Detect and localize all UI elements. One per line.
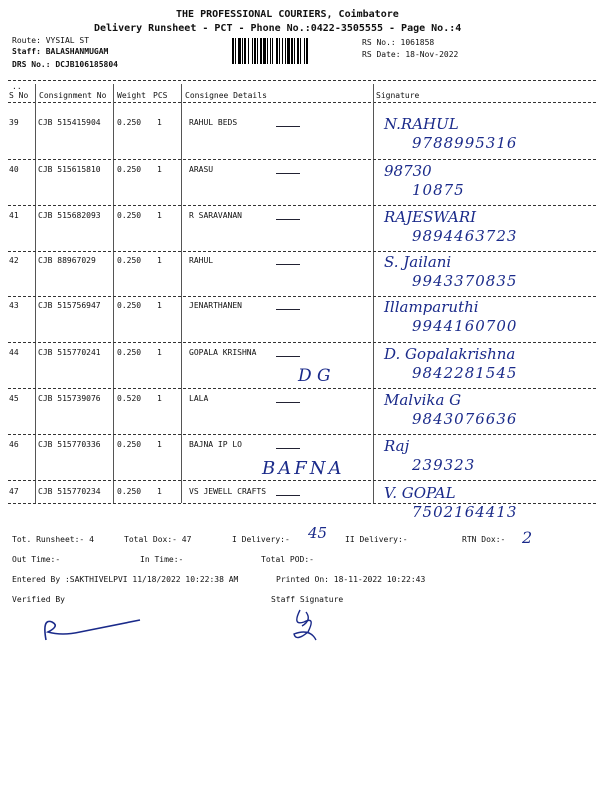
delivery-tick-mark [276,402,300,403]
delivery-tick-mark [276,495,300,496]
row-consignment-no: CJB 88967029 [38,256,96,265]
delivery-tick-mark [276,448,300,449]
runsheet-subtitle: Delivery Runsheet - PCT - Phone No.:0422-3505555 - Page No.:4 [94,23,462,34]
row-consignment-no: CJB 515770234 [38,487,101,496]
delivery-tick-mark [276,219,300,220]
row-consignee: R SARAVANAN [189,211,242,220]
entered-by: Entered By :SAKTHIVELPVI 11/18/2022 10:22:38 AM [12,575,239,584]
row-weight: 0.250 [117,118,142,127]
row-consignment-no: CJB 515682093 [38,211,101,220]
row-divider [8,251,596,252]
row-pcs: 1 [157,256,162,265]
route-label: Route: VYSIAL ST [12,36,90,45]
col-sno: S No [9,91,29,100]
row-weight: 0.250 [117,301,142,310]
row-signature-phone: 9788995316 [412,134,518,152]
row-consignee: ARASU [189,165,214,174]
row-consignment-no: CJB 515770336 [38,440,101,449]
delivery-tick-mark [276,264,300,265]
col-signature: Signature [376,91,420,100]
row-pcs: 1 [157,487,162,496]
delivery-tick-mark [276,126,300,127]
in-time: In Time:- [140,555,184,564]
row-sno: 44 [9,348,19,357]
col-weight: Weight [117,91,146,100]
row-signature-phone: 9944160700 [412,317,518,335]
row-sno: 43 [9,301,19,310]
col-rule [35,84,36,503]
row-consignment-no: CJB 515770241 [38,348,101,357]
i-delivery-value: 45 [308,524,328,542]
row-weight: 0.520 [117,394,142,403]
staff-signature-label: Staff Signature [271,595,344,604]
row-consignment-no: CJB 515739076 [38,394,101,403]
rs-number: RS No.: 1061858 [362,38,435,47]
row-consignment-no: CJB 515415904 [38,118,101,127]
row-pcs: 1 [157,348,162,357]
total-dox: Total Dox:- 47 [124,535,192,544]
row-pcs: 1 [157,301,162,310]
row-weight: 0.250 [117,165,142,174]
row-consignment-no: CJB 515756947 [38,301,101,310]
row-pcs: 1 [157,118,162,127]
col-pcs: PCS [153,91,168,100]
row-weight: 0.250 [117,256,142,265]
row-signature-phone: 239323 [412,456,476,474]
staff-label: Staff: BALASHANMUGAM [12,47,109,56]
row-consignee: VS JEWELL CRAFTS [189,487,267,496]
delivery-tick-mark [276,356,300,357]
row-pcs: 1 [157,394,162,403]
total-pod: Total POD:- [261,555,314,564]
barcode [232,38,356,64]
row-signature-phone: 9894463723 [412,227,518,245]
row-sno: 40 [9,165,19,174]
row-consignee: JENARTHANEN [189,301,242,310]
row-divider [8,205,596,206]
header-bottom-divider [8,102,596,103]
row-signature-name: Illamparuthi [384,298,479,316]
row-divider [8,159,596,160]
row-consignee: RAHUL [189,256,214,265]
row-sno: 46 [9,440,19,449]
row-signature-phone: 9842281545 [412,364,518,382]
row-divider [8,503,596,504]
row-signature-phone: 7502164413 [412,503,518,521]
row-divider [8,434,596,435]
handwritten-bafna: BAFNA [262,458,345,479]
row-consignee: RAHUL BEDS [189,118,238,127]
tot-runsheet: Tot. Runsheet:- 4 [12,535,94,544]
row-signature-name: V. GOPAL [384,484,456,502]
handwritten-dg: D G [298,366,331,386]
row-divider [8,480,596,481]
col-consignment: Consignment No [39,91,107,100]
row-signature-phone: 9943370835 [412,272,518,290]
col-rule [113,84,114,503]
rs-date: RS Date: 18-Nov-2022 [362,50,459,59]
rtn-dox: RTN Dox:- [462,535,506,544]
rtn-dox-value: 2 [522,528,533,547]
delivery-tick-mark [276,173,300,174]
row-weight: 0.250 [117,211,142,220]
ii-delivery: II Delivery:- [345,535,408,544]
row-signature-name: Malvika G [384,391,462,409]
out-time: Out Time:- [12,555,61,564]
row-pcs: 1 [157,165,162,174]
row-signature-name: N.RAHUL [384,115,459,133]
row-signature-name: S. Jailani [384,253,452,271]
row-signature-name: Raj [384,437,410,455]
row-signature-name: D. Gopalakrishna [384,345,516,363]
row-sno: 41 [9,211,19,220]
row-pcs: 1 [157,440,162,449]
row-consignee: GOPALA KRISHNA [189,348,257,357]
row-divider [8,342,596,343]
row-consignee: BAJNA IP LO [189,440,242,449]
verified-by: Verified By [12,595,65,604]
row-signature-name: RAJESWARI [384,208,477,226]
row-sno: 42 [9,256,19,265]
row-sno: 47 [9,487,19,496]
col-consignee: Consignee Details [185,91,267,100]
row-pcs: 1 [157,211,162,220]
row-sno: 39 [9,118,19,127]
drs-number: DRS No.: DCJB106185804 [12,60,118,69]
row-signature-name: 98730 [384,162,432,180]
row-consignment-no: CJB 515615810 [38,165,101,174]
col-rule [373,84,374,503]
row-weight: 0.250 [117,487,142,496]
row-divider [8,296,596,297]
row-divider [8,388,596,389]
staff-signature-mark [286,606,326,646]
i-delivery: I Delivery:- [232,535,290,544]
row-weight: 0.250 [117,440,142,449]
company-title: THE PROFESSIONAL COURIERS, Coimbatore [176,9,399,20]
header-top-divider [8,80,596,81]
verified-by-signature [40,610,150,646]
col-rule [181,84,182,503]
row-weight: 0.250 [117,348,142,357]
row-signature-phone: 9843076636 [412,410,518,428]
row-consignee: LALA [189,394,209,403]
row-signature-phone: 10875 [412,181,465,199]
row-sno: 45 [9,394,19,403]
delivery-tick-mark [276,309,300,310]
printed-on: Printed On: 18-11-2022 10:22:43 [276,575,426,584]
